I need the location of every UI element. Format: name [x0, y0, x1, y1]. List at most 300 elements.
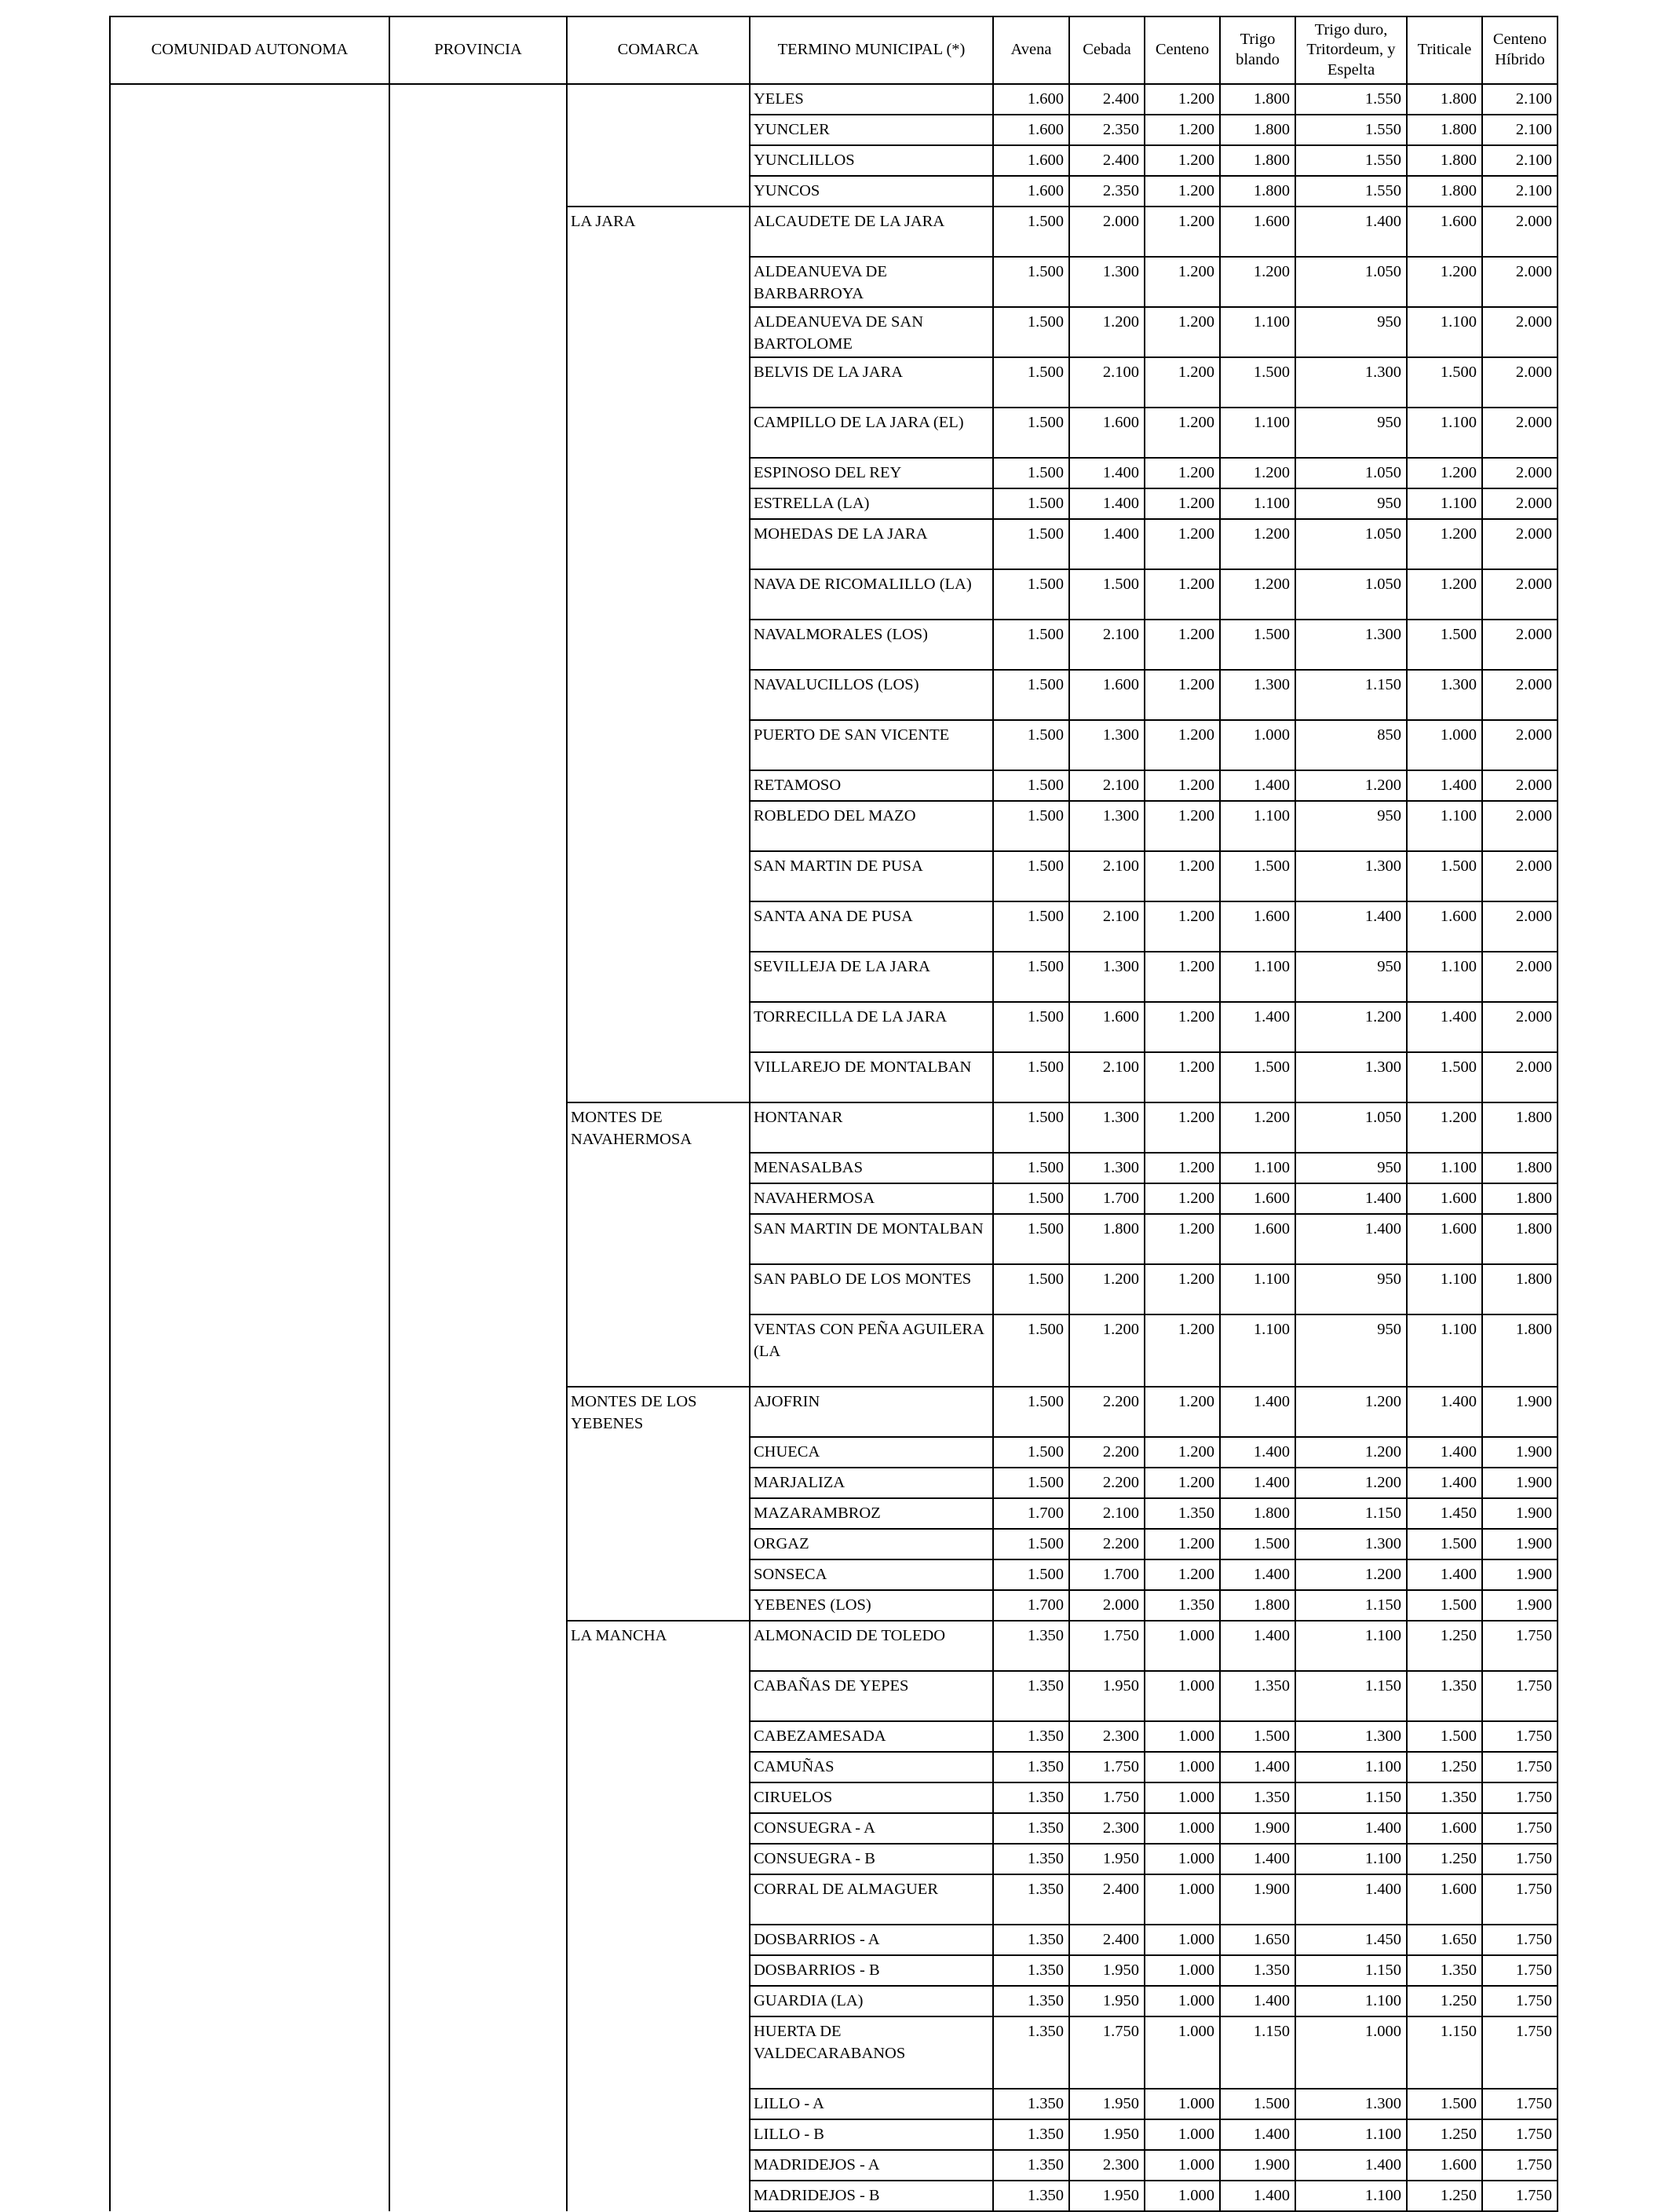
avena-value: 1.500: [993, 1264, 1069, 1314]
centeno-hibrido-value: 2.000: [1482, 569, 1558, 620]
trigo-blando-value: 1.200: [1220, 257, 1295, 307]
triticale-value: 1.100: [1407, 952, 1482, 1002]
cebada-value: 1.600: [1069, 1002, 1145, 1052]
triticale-value: 1.200: [1407, 458, 1482, 488]
municipio-cell: NAVALMORALES (LOS): [750, 620, 993, 670]
centeno-hibrido-value: 1.800: [1482, 1183, 1558, 1214]
cebada-value: 1.950: [1069, 1955, 1145, 1986]
trigo-duro-value: 1.300: [1295, 2089, 1407, 2119]
trigo-duro-value: 1.150: [1295, 1671, 1407, 1721]
trigo-blando-value: 1.900: [1220, 1874, 1295, 1925]
municipio-cell: CONSUEGRA - A: [750, 1813, 993, 1844]
triticale-value: 1.100: [1407, 1153, 1482, 1183]
triticale-value: 1.500: [1407, 620, 1482, 670]
municipio-cell: CAMUÑAS: [750, 1752, 993, 1782]
avena-value: 1.350: [993, 2181, 1069, 2211]
trigo-duro-value: 1.050: [1295, 257, 1407, 307]
centeno-hibrido-value: 1.750: [1482, 2150, 1558, 2181]
trigo-blando-value: 1.500: [1220, 1529, 1295, 1559]
centeno-value: 1.200: [1145, 408, 1220, 458]
trigo-duro-value: 1.300: [1295, 620, 1407, 670]
municipio-cell: NAVA DE RICOMALILLO (LA): [750, 569, 993, 620]
centeno-hibrido-value: 2.100: [1482, 115, 1558, 145]
comarca-cell: [567, 84, 750, 207]
trigo-blando-value: 1.100: [1220, 1153, 1295, 1183]
trigo-duro-value: 1.300: [1295, 1721, 1407, 1752]
trigo-duro-value: 1.150: [1295, 1782, 1407, 1813]
centeno-value: 1.200: [1145, 1214, 1220, 1264]
trigo-duro-value: 1.100: [1295, 1844, 1407, 1874]
municipio-cell: NAVAHERMOSA: [750, 1183, 993, 1214]
centeno-value: 1.200: [1145, 84, 1220, 115]
trigo-blando-value: 1.400: [1220, 1752, 1295, 1782]
centeno-value: 1.200: [1145, 720, 1220, 770]
centeno-hibrido-value: 1.900: [1482, 1387, 1558, 1437]
avena-value: 1.700: [993, 1498, 1069, 1529]
triticale-value: 1.100: [1407, 1264, 1482, 1314]
cebada-value: 1.400: [1069, 488, 1145, 519]
municipio-cell: ALDEANUEVA DE SAN BARTOLOME: [750, 307, 993, 357]
trigo-duro-value: 1.200: [1295, 1387, 1407, 1437]
trigo-duro-value: 1.200: [1295, 1002, 1407, 1052]
avena-value: 1.350: [993, 1621, 1069, 1671]
centeno-hibrido-value: 2.000: [1482, 851, 1558, 901]
triticale-value: 1.600: [1407, 2150, 1482, 2181]
triticale-value: 1.600: [1407, 1183, 1482, 1214]
avena-value: 1.500: [993, 1387, 1069, 1437]
municipio-cell: YUNCLILLOS: [750, 145, 993, 176]
centeno-value: 1.350: [1145, 1498, 1220, 1529]
triticale-value: 1.100: [1407, 801, 1482, 851]
centeno-hibrido-value: 2.000: [1482, 1052, 1558, 1102]
centeno-value: 1.000: [1145, 1721, 1220, 1752]
centeno-value: 1.200: [1145, 569, 1220, 620]
cebada-value: 2.100: [1069, 1052, 1145, 1102]
centeno-value: 1.200: [1145, 620, 1220, 670]
trigo-duro-value: 1.400: [1295, 1874, 1407, 1925]
trigo-blando-value: 1.500: [1220, 1721, 1295, 1752]
centeno-value: 1.000: [1145, 1925, 1220, 1955]
centeno-value: 1.000: [1145, 1986, 1220, 2016]
avena-value: 1.500: [993, 1214, 1069, 1264]
triticale-value: 1.400: [1407, 1387, 1482, 1437]
centeno-hibrido-value: 1.750: [1482, 1671, 1558, 1721]
trigo-blando-value: 1.200: [1220, 458, 1295, 488]
avena-value: 1.500: [993, 1529, 1069, 1559]
avena-value: 1.600: [993, 145, 1069, 176]
municipio-cell: ALMONACID DE TOLEDO: [750, 1621, 993, 1671]
centeno-value: 1.200: [1145, 1264, 1220, 1314]
triticale-value: 1.800: [1407, 115, 1482, 145]
municipio-cell: ESPINOSO DEL REY: [750, 458, 993, 488]
centeno-hibrido-value: 2.000: [1482, 801, 1558, 851]
centeno-hibrido-value: 2.000: [1482, 670, 1558, 720]
centeno-hibrido-value: 1.750: [1482, 2181, 1558, 2211]
trigo-blando-value: 1.000: [1220, 720, 1295, 770]
avena-value: 1.350: [993, 1782, 1069, 1813]
triticale-value: 1.200: [1407, 569, 1482, 620]
trigo-blando-value: 1.800: [1220, 1590, 1295, 1621]
triticale-value: 1.600: [1407, 1214, 1482, 1264]
trigo-blando-value: 1.350: [1220, 1955, 1295, 1986]
header-triticale: Triticale: [1407, 16, 1482, 84]
centeno-value: 1.000: [1145, 2181, 1220, 2211]
cebada-value: 1.600: [1069, 670, 1145, 720]
centeno-value: 1.000: [1145, 2119, 1220, 2150]
centeno-value: 1.200: [1145, 458, 1220, 488]
centeno-value: 1.200: [1145, 1052, 1220, 1102]
cebada-value: 2.100: [1069, 901, 1145, 952]
cebada-value: 1.500: [1069, 569, 1145, 620]
centeno-value: 1.000: [1145, 1621, 1220, 1671]
cebada-value: 1.950: [1069, 2089, 1145, 2119]
avena-value: 1.500: [993, 851, 1069, 901]
trigo-duro-value: 950: [1295, 952, 1407, 1002]
trigo-duro-value: 1.300: [1295, 1052, 1407, 1102]
trigo-blando-value: 1.200: [1220, 569, 1295, 620]
avena-value: 1.500: [993, 952, 1069, 1002]
trigo-duro-value: 1.000: [1295, 2016, 1407, 2089]
centeno-value: 1.200: [1145, 257, 1220, 307]
avena-value: 1.350: [993, 1844, 1069, 1874]
trigo-blando-value: 1.900: [1220, 2150, 1295, 2181]
municipio-cell: NAVALUCILLOS (LOS): [750, 670, 993, 720]
cebada-value: 1.950: [1069, 1986, 1145, 2016]
avena-value: 1.350: [993, 1925, 1069, 1955]
municipio-cell: PUERTO DE SAN VICENTE: [750, 720, 993, 770]
triticale-value: 1.350: [1407, 1955, 1482, 1986]
cebada-value: 2.300: [1069, 2150, 1145, 2181]
municipio-cell: CABAÑAS DE YEPES: [750, 1671, 993, 1721]
avena-value: 1.350: [993, 1955, 1069, 1986]
municipio-cell: MAZARAMBROZ: [750, 1498, 993, 1529]
centeno-value: 1.200: [1145, 145, 1220, 176]
yields-table: [109, 16, 1558, 2212]
header-comarca: COMARCA: [567, 16, 750, 84]
avena-value: 1.350: [993, 2119, 1069, 2150]
trigo-blando-value: 1.400: [1220, 1621, 1295, 1671]
trigo-blando-value: 1.900: [1220, 1813, 1295, 1844]
centeno-hibrido-value: 1.750: [1482, 2089, 1558, 2119]
municipio-cell: MENASALBAS: [750, 1153, 993, 1183]
trigo-blando-value: 1.600: [1220, 901, 1295, 952]
cebada-value: 2.200: [1069, 1529, 1145, 1559]
trigo-blando-value: 1.500: [1220, 2089, 1295, 2119]
centeno-hibrido-value: 1.800: [1482, 1102, 1558, 1153]
trigo-blando-value: 1.600: [1220, 1183, 1295, 1214]
trigo-duro-value: 950: [1295, 1314, 1407, 1387]
cebada-value: 1.700: [1069, 1559, 1145, 1590]
cebada-value: 1.300: [1069, 801, 1145, 851]
centeno-hibrido-value: 1.900: [1482, 1590, 1558, 1621]
triticale-value: 1.400: [1407, 1468, 1482, 1498]
trigo-duro-value: 1.200: [1295, 1468, 1407, 1498]
municipio-cell: CIRUELOS: [750, 1782, 993, 1813]
trigo-blando-value: 1.500: [1220, 851, 1295, 901]
centeno-value: 1.000: [1145, 1752, 1220, 1782]
comarca-cell: MONTES DE LOS YEBENES: [567, 1387, 750, 1621]
centeno-value: 1.000: [1145, 2089, 1220, 2119]
trigo-duro-value: 1.050: [1295, 458, 1407, 488]
header-trigo-duro: Trigo duro, Tritordeum, y Espelta: [1295, 16, 1407, 84]
centeno-value: 1.200: [1145, 1468, 1220, 1498]
cebada-value: 2.350: [1069, 115, 1145, 145]
trigo-blando-value: 1.400: [1220, 1002, 1295, 1052]
municipio-cell: LILLO - B: [750, 2119, 993, 2150]
trigo-blando-value: 1.100: [1220, 307, 1295, 357]
header-comunidad: COMUNIDAD AUTONOMA: [110, 16, 389, 84]
municipio-cell: SAN MARTIN DE MONTALBAN: [750, 1214, 993, 1264]
cebada-value: 2.000: [1069, 207, 1145, 257]
trigo-blando-value: 1.150: [1220, 2016, 1295, 2089]
centeno-value: 1.000: [1145, 1813, 1220, 1844]
centeno-value: 1.000: [1145, 1671, 1220, 1721]
trigo-blando-value: 1.100: [1220, 408, 1295, 458]
cebada-value: 1.400: [1069, 519, 1145, 569]
centeno-hibrido-value: 1.800: [1482, 1264, 1558, 1314]
municipio-cell: HUERTA DE VALDECARABANOS: [750, 2016, 993, 2089]
trigo-blando-value: 1.400: [1220, 1844, 1295, 1874]
trigo-duro-value: 1.300: [1295, 357, 1407, 408]
municipio-cell: YUNCOS: [750, 176, 993, 207]
document-page: [109, 16, 1552, 2212]
trigo-blando-value: 1.600: [1220, 1214, 1295, 1264]
municipio-cell: SEVILLEJA DE LA JARA: [750, 952, 993, 1002]
centeno-value: 1.350: [1145, 1590, 1220, 1621]
trigo-blando-value: 1.600: [1220, 207, 1295, 257]
municipio-cell: SAN PABLO DE LOS MONTES: [750, 1264, 993, 1314]
centeno-hibrido-value: 2.000: [1482, 357, 1558, 408]
municipio-cell: DOSBARRIOS - B: [750, 1955, 993, 1986]
trigo-duro-value: 1.300: [1295, 851, 1407, 901]
avena-value: 1.500: [993, 1102, 1069, 1153]
centeno-hibrido-value: 2.000: [1482, 519, 1558, 569]
avena-value: 1.500: [993, 670, 1069, 720]
cebada-value: 2.100: [1069, 1498, 1145, 1529]
municipio-cell: HONTANAR: [750, 1102, 993, 1153]
cebada-value: 2.200: [1069, 1468, 1145, 1498]
triticale-value: 1.800: [1407, 84, 1482, 115]
municipio-cell: CHUECA: [750, 1437, 993, 1468]
avena-value: 1.500: [993, 1153, 1069, 1183]
centeno-hibrido-value: 1.750: [1482, 1752, 1558, 1782]
trigo-blando-value: 1.800: [1220, 1498, 1295, 1529]
triticale-value: 1.250: [1407, 1621, 1482, 1671]
trigo-duro-value: 1.550: [1295, 145, 1407, 176]
triticale-value: 1.500: [1407, 1052, 1482, 1102]
centeno-value: 1.200: [1145, 488, 1220, 519]
centeno-hibrido-value: 2.000: [1482, 458, 1558, 488]
centeno-value: 1.200: [1145, 851, 1220, 901]
trigo-duro-value: 850: [1295, 720, 1407, 770]
triticale-value: 1.800: [1407, 176, 1482, 207]
centeno-value: 1.200: [1145, 1102, 1220, 1153]
municipio-cell: MADRIDEJOS - A: [750, 2150, 993, 2181]
centeno-hibrido-value: 2.100: [1482, 176, 1558, 207]
municipio-cell: CAMPILLO DE LA JARA (EL): [750, 408, 993, 458]
avena-value: 1.350: [993, 1721, 1069, 1752]
trigo-duro-value: 950: [1295, 488, 1407, 519]
avena-value: 1.600: [993, 176, 1069, 207]
trigo-blando-value: 1.200: [1220, 519, 1295, 569]
municipio-cell: CORRAL DE ALMAGUER: [750, 1874, 993, 1925]
triticale-value: 1.200: [1407, 257, 1482, 307]
trigo-duro-value: 1.400: [1295, 1813, 1407, 1844]
trigo-blando-value: 1.400: [1220, 770, 1295, 801]
triticale-value: 1.500: [1407, 2089, 1482, 2119]
centeno-value: 1.200: [1145, 1002, 1220, 1052]
centeno-value: 1.200: [1145, 1437, 1220, 1468]
triticale-value: 1.250: [1407, 1986, 1482, 2016]
trigo-blando-value: 1.400: [1220, 1437, 1295, 1468]
trigo-blando-value: 1.100: [1220, 488, 1295, 519]
centeno-hibrido-value: 1.900: [1482, 1437, 1558, 1468]
centeno-hibrido-value: 1.750: [1482, 1955, 1558, 1986]
avena-value: 1.350: [993, 1874, 1069, 1925]
trigo-blando-value: 1.400: [1220, 1559, 1295, 1590]
header-provincia: PROVINCIA: [389, 16, 567, 84]
trigo-blando-value: 1.350: [1220, 1671, 1295, 1721]
centeno-hibrido-value: 1.900: [1482, 1559, 1558, 1590]
avena-value: 1.500: [993, 801, 1069, 851]
triticale-value: 1.350: [1407, 1782, 1482, 1813]
centeno-hibrido-value: 2.000: [1482, 257, 1558, 307]
trigo-duro-value: 1.400: [1295, 2150, 1407, 2181]
triticale-value: 1.600: [1407, 901, 1482, 952]
trigo-duro-value: 1.550: [1295, 84, 1407, 115]
centeno-hibrido-value: 1.750: [1482, 1844, 1558, 1874]
avena-value: 1.350: [993, 2089, 1069, 2119]
municipio-cell: YEBENES (LOS): [750, 1590, 993, 1621]
triticale-value: 1.800: [1407, 145, 1482, 176]
centeno-hibrido-value: 2.000: [1482, 720, 1558, 770]
triticale-value: 1.500: [1407, 1721, 1482, 1752]
centeno-value: 1.200: [1145, 801, 1220, 851]
municipio-cell: BELVIS DE LA JARA: [750, 357, 993, 408]
municipio-cell: AJOFRIN: [750, 1387, 993, 1437]
avena-value: 1.500: [993, 257, 1069, 307]
trigo-duro-value: 1.200: [1295, 1437, 1407, 1468]
avena-value: 1.500: [993, 458, 1069, 488]
cebada-value: 1.950: [1069, 2119, 1145, 2150]
cebada-value: 1.750: [1069, 1782, 1145, 1813]
cebada-value: 1.750: [1069, 1752, 1145, 1782]
cebada-value: 1.950: [1069, 1671, 1145, 1721]
trigo-blando-value: 1.400: [1220, 1986, 1295, 2016]
municipio-cell: LILLO - A: [750, 2089, 993, 2119]
table-header-row: [110, 16, 1558, 84]
cebada-value: 1.400: [1069, 458, 1145, 488]
trigo-blando-value: 1.400: [1220, 2181, 1295, 2211]
centeno-value: 1.200: [1145, 1153, 1220, 1183]
municipio-cell: ORGAZ: [750, 1529, 993, 1559]
trigo-blando-value: 1.100: [1220, 1264, 1295, 1314]
trigo-duro-value: 950: [1295, 1153, 1407, 1183]
trigo-blando-value: 1.400: [1220, 1468, 1295, 1498]
trigo-duro-value: 1.550: [1295, 176, 1407, 207]
trigo-blando-value: 1.300: [1220, 670, 1295, 720]
municipio-cell: MARJALIZA: [750, 1468, 993, 1498]
trigo-blando-value: 1.200: [1220, 1102, 1295, 1153]
centeno-value: 1.200: [1145, 1314, 1220, 1387]
cebada-value: 1.300: [1069, 1102, 1145, 1153]
triticale-value: 1.000: [1407, 720, 1482, 770]
avena-value: 1.500: [993, 720, 1069, 770]
centeno-hibrido-value: 1.750: [1482, 1621, 1558, 1671]
cebada-value: 2.400: [1069, 1925, 1145, 1955]
cebada-value: 1.200: [1069, 1314, 1145, 1387]
cebada-value: 1.200: [1069, 1264, 1145, 1314]
avena-value: 1.500: [993, 1002, 1069, 1052]
triticale-value: 1.100: [1407, 307, 1482, 357]
triticale-value: 1.600: [1407, 1813, 1482, 1844]
avena-value: 1.350: [993, 2150, 1069, 2181]
avena-value: 1.500: [993, 620, 1069, 670]
cebada-value: 1.300: [1069, 720, 1145, 770]
cebada-value: 1.800: [1069, 1214, 1145, 1264]
triticale-value: 1.250: [1407, 1752, 1482, 1782]
trigo-blando-value: 1.800: [1220, 176, 1295, 207]
municipio-cell: ESTRELLA (LA): [750, 488, 993, 519]
avena-value: 1.500: [993, 307, 1069, 357]
avena-value: 1.600: [993, 115, 1069, 145]
cebada-value: 2.400: [1069, 145, 1145, 176]
trigo-blando-value: 1.100: [1220, 801, 1295, 851]
triticale-value: 1.100: [1407, 408, 1482, 458]
trigo-duro-value: 1.100: [1295, 1752, 1407, 1782]
triticale-value: 1.400: [1407, 770, 1482, 801]
municipio-cell: YELES: [750, 84, 993, 115]
avena-value: 1.350: [993, 1813, 1069, 1844]
centeno-hibrido-value: 2.000: [1482, 620, 1558, 670]
centeno-value: 1.200: [1145, 901, 1220, 952]
municipio-cell: VENTAS CON PEÑA AGUILERA (LA: [750, 1314, 993, 1387]
centeno-hibrido-value: 1.900: [1482, 1498, 1558, 1529]
centeno-hibrido-value: 2.100: [1482, 145, 1558, 176]
trigo-duro-value: 1.400: [1295, 901, 1407, 952]
centeno-hibrido-value: 2.000: [1482, 488, 1558, 519]
trigo-duro-value: 950: [1295, 801, 1407, 851]
municipio-cell: RETAMOSO: [750, 770, 993, 801]
trigo-duro-value: 1.050: [1295, 519, 1407, 569]
avena-value: 1.350: [993, 2016, 1069, 2089]
comarca-cell: MONTES DE NAVAHERMOSA: [567, 1102, 750, 1387]
triticale-value: 1.500: [1407, 1529, 1482, 1559]
trigo-duro-value: 1.150: [1295, 1590, 1407, 1621]
trigo-duro-value: 1.100: [1295, 1621, 1407, 1671]
avena-value: 1.500: [993, 519, 1069, 569]
centeno-hibrido-value: 2.000: [1482, 1002, 1558, 1052]
trigo-duro-value: 1.150: [1295, 670, 1407, 720]
centeno-hibrido-value: 1.800: [1482, 1214, 1558, 1264]
centeno-value: 1.200: [1145, 1529, 1220, 1559]
trigo-duro-value: 1.400: [1295, 1214, 1407, 1264]
trigo-duro-value: 1.150: [1295, 1498, 1407, 1529]
header-avena: Avena: [993, 16, 1069, 84]
triticale-value: 1.300: [1407, 670, 1482, 720]
trigo-duro-value: 950: [1295, 1264, 1407, 1314]
triticale-value: 1.150: [1407, 2016, 1482, 2089]
triticale-value: 1.350: [1407, 1671, 1482, 1721]
cebada-value: 1.750: [1069, 2016, 1145, 2089]
avena-value: 1.500: [993, 901, 1069, 952]
avena-value: 1.500: [993, 770, 1069, 801]
municipio-cell: SANTA ANA DE PUSA: [750, 901, 993, 952]
avena-value: 1.500: [993, 1314, 1069, 1387]
centeno-hibrido-value: 2.000: [1482, 901, 1558, 952]
table-row: [110, 84, 1558, 115]
centeno-value: 1.000: [1145, 1782, 1220, 1813]
